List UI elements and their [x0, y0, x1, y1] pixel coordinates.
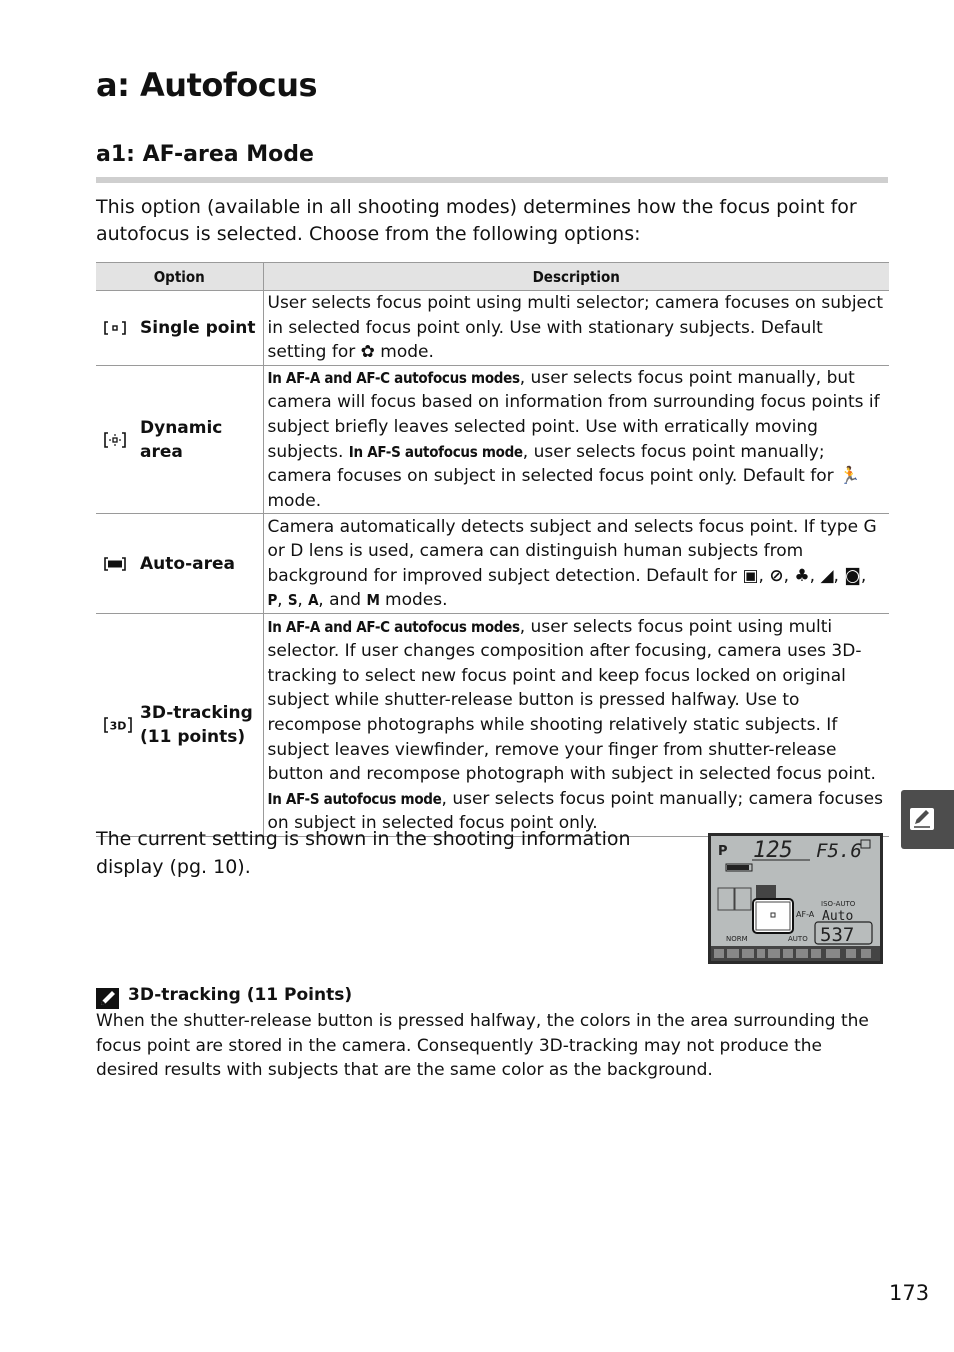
header-option: Option [96, 263, 263, 291]
description-text: , [833, 565, 845, 586]
description-text: , [860, 565, 867, 586]
keyword-text: In AF-A and AF-C autofocus modes [267, 368, 520, 387]
lcd-mode: P [718, 844, 728, 859]
mode-icon: ◢ [820, 565, 834, 586]
description-text: , user selects focus point manually, but camera will focus based on information from surrounding focus points if subject briefly leaves selected point. Use with erratically moving subjects. [267, 367, 880, 462]
chapter-tab [901, 790, 954, 849]
option-name: Auto-area [140, 553, 235, 574]
description-text: , [297, 590, 309, 611]
keyword-text: A [308, 591, 319, 610]
note-title: 3D-tracking (11 Points) [128, 985, 353, 1005]
mode-icon: ⊘ [769, 565, 784, 586]
keyword-text: S [287, 591, 298, 610]
lcd-iso: ISO-AUTO [821, 900, 856, 908]
mode-icon: ▣ [742, 565, 759, 586]
option-description [264, 515, 890, 613]
keyword-text: In AF-S autofocus mode [267, 789, 442, 808]
table-header-row [96, 263, 889, 291]
option-name: Single point [140, 317, 256, 338]
description-text: mode. [267, 490, 322, 511]
keyword-text: In AF-A and AF-C autofocus modes [267, 617, 520, 636]
keyword-text: P [267, 591, 278, 610]
lcd-shots: 537 [820, 924, 855, 946]
note-body: When the shutter-release button is pressed halfway, the colors in the area surrounding the focus point are stored in the camera. Consequently 3D-tracking may not produce the desired results with subjects that are the same color as the background. [96, 1011, 869, 1080]
pencil-menu-icon [909, 807, 935, 835]
shooting-info-display [708, 833, 883, 964]
option-description [264, 291, 890, 365]
lcd-wb: AUTO [788, 935, 808, 943]
table-row [96, 365, 889, 514]
keyword-text: M [366, 591, 380, 610]
description-text: User selects focus point using multi selector; camera focuses on subject in selected focus point only. Use with stationary subjects. Default setting for [267, 293, 884, 363]
description-text: , [277, 590, 288, 611]
description-text: , user selects focus point manually; camera focuses on subject in selected focus point only. [267, 788, 883, 834]
table-row [96, 514, 889, 614]
mode-icon: ✿ [360, 342, 375, 363]
description-text: , [758, 565, 770, 586]
description-text: , user selects focus point manually; camera focuses on subject in selected focus point only. Default for [267, 441, 840, 487]
mode-icon: ♣ [794, 565, 810, 586]
options-table [96, 262, 889, 837]
option-description [264, 366, 890, 514]
description-text: , and [318, 590, 367, 611]
description-text: , [783, 565, 795, 586]
svg-text:3D: 3D [109, 719, 127, 733]
description-text: modes. [379, 590, 448, 611]
section-title: a1: AF-area Mode [96, 142, 314, 167]
option-description [264, 615, 890, 836]
auto-area-af-icon [104, 557, 140, 571]
lcd-aperture: F5.6 [816, 840, 862, 862]
option-name: 3D-tracking (11 points) [140, 703, 253, 748]
table-row [96, 614, 889, 837]
description-text: Camera automatically detects subject and selects focus point. If type G or D lens is used, camera can distinguish human subjects from background for improved subject detection. Default for [267, 516, 877, 586]
page-number: 173 [889, 1281, 930, 1305]
header-description: Description [263, 263, 889, 291]
lcd-shutter: 125 [753, 838, 793, 863]
lcd-af-mode: AF-A [796, 910, 815, 919]
description-text: , [809, 565, 821, 586]
table-row [96, 291, 889, 366]
section-rule [96, 177, 888, 183]
single-point-af-icon [104, 321, 140, 335]
description-text: , user selects focus point using multi selector. If user changes composition after focusing, camera uses 3D-tracking to select new focus point and keep focus locked on original subject while shutter-release button is pressed halfway. Use to recompose photographs while shooting relatively static subjects. If subject leaves viewfinder, remove your finger from shutter-release button and recompose photograph with subject in selected focus point. [267, 616, 876, 785]
current-setting-text: The current setting is shown in the shooting information display (pg. 10). [96, 828, 631, 878]
dynamic-area-af-icon [104, 432, 140, 448]
lcd-quality: NORM [726, 935, 748, 943]
lcd-area-mode: Auto [822, 909, 854, 924]
3d-tracking-af-icon [104, 717, 140, 733]
option-name: Dynamic area [140, 417, 223, 462]
mode-icon: 🏃 [839, 466, 861, 487]
keyword-text: In AF-S autofocus mode [348, 442, 523, 461]
page-title: a: Autofocus [96, 66, 318, 104]
mode-icon: ◙ [844, 565, 861, 586]
description-text: mode. [374, 342, 434, 363]
intro-paragraph: This option (available in all shooting modes) determines how the focus point for autofocus is selected. Choose from the following options: [96, 196, 857, 245]
